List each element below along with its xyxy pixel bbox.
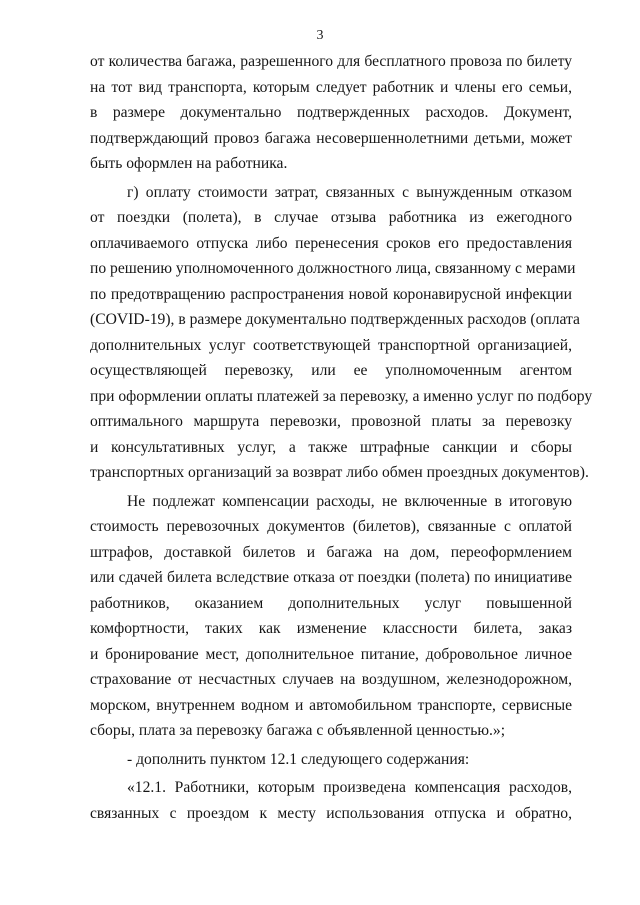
text-line: в размере документально подтвержденных расходов. Документ, <box>90 104 572 121</box>
text-line: и консультативных услуг, а также штрафные санкции и сборы <box>90 438 572 456</box>
text-line: транспортных организаций за возврат либо обмен проездных документов). <box>90 464 589 481</box>
text-line: осуществляющей перевозку, или ее уполномоченным агентом <box>90 362 572 379</box>
paragraph <box>90 775 572 826</box>
text-line: оптимального маршрута перевозки, провозной платы за перевозку <box>90 413 572 430</box>
text-line: морском, внутреннем водном и автомобильном транспорте, сервисные <box>90 696 572 714</box>
text-line: быть оформлен на работника. <box>90 155 288 172</box>
text-line: и бронирование мест, дополнительное питание, добровольное личное <box>90 645 572 663</box>
paragraph <box>90 180 593 486</box>
text-line: дополнительных услуг соответствующей транспортной организацией, <box>90 336 572 354</box>
text-line: (COVID-19), в размере документально подтвержденных расходов (оплата <box>90 311 580 328</box>
text-line: или сдачей билета вследствие отказа от поездки (полета) по инициативе <box>90 569 572 586</box>
text-line: на тот вид транспорта, которым следует работник и члены его семьи, <box>90 78 572 96</box>
paragraph <box>90 49 572 177</box>
text-line: сборы, плата за перевозку багажа с объявленной ценностью.»; <box>90 722 506 739</box>
text-line: по решению уполномоченного должностного лица, связанному с мерами <box>90 260 576 277</box>
page-number: 3 <box>316 28 324 43</box>
text-line: Не подлежат компенсации расходы, не включенные в итоговую <box>127 492 572 510</box>
text-line: штрафов, доставкой билетов и багажа на дом, переоформлением <box>90 543 572 561</box>
document-body <box>90 49 593 826</box>
text-line: от количества багажа, разрешенного для бесплатного провоза по билету <box>90 53 572 70</box>
paragraph <box>90 489 572 744</box>
text-line: подтверждающий провоз багажа несовершеннолетними детьми, может <box>90 129 572 147</box>
text-line: от поездки (полета), в случае отзыва работника из ежегодного <box>90 209 572 226</box>
text-line: работников, оказанием дополнительных услуг повышенной <box>90 594 572 612</box>
text-line: связанных с проездом к месту использования отпуска и обратно, <box>90 804 572 822</box>
text-line: - дополнить пунктом 12.1 следующего содержания: <box>127 750 470 768</box>
text-line: страхование от несчастных случаев на воздушном, железнодорожном, <box>90 671 572 688</box>
text-line: стоимость перевозочных документов (билетов), связанные с оплатой <box>90 518 572 535</box>
text-line: «12.1. Работники, которым произведена компенсация расходов, <box>127 779 572 796</box>
text-line: комфортности, таких как изменение классности билета, заказ <box>90 620 572 637</box>
paragraph <box>90 747 572 773</box>
text-line: при оформлении оплаты платежей за перевозку, а именно услуг по подбору <box>90 387 593 405</box>
text-line: оплачиваемого отпуска либо перенесения сроков его предоставления <box>90 234 572 252</box>
text-line: по предотвращению распространения новой коронавирусной инфекции <box>90 285 572 303</box>
text-line: г) оплату стоимости затрат, связанных с вынужденным отказом <box>127 183 572 201</box>
